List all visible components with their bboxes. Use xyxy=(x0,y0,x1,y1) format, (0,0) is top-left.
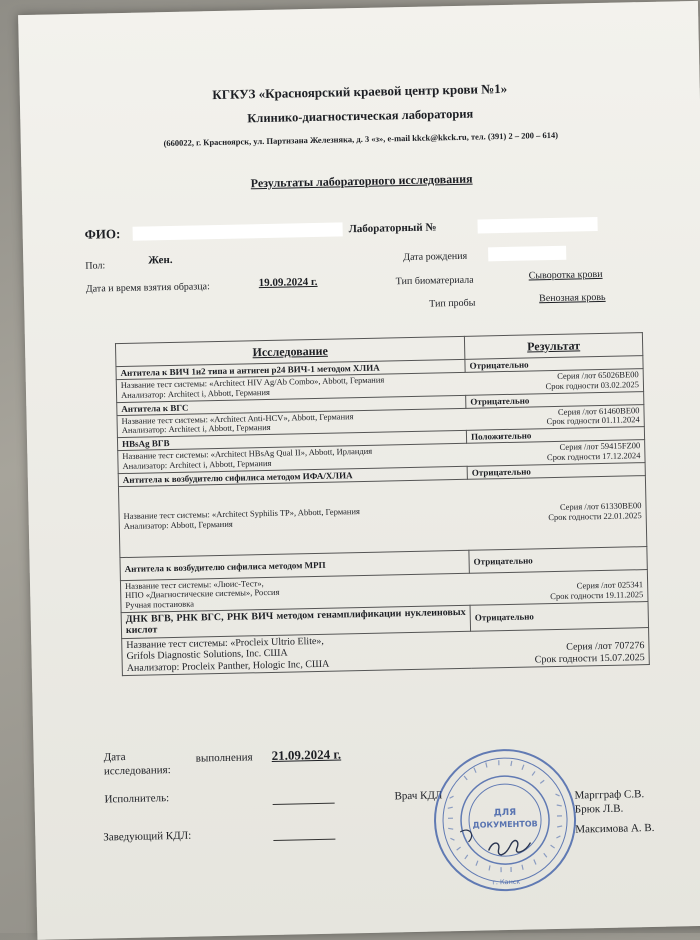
date-label: Дата xyxy=(103,751,126,764)
analyzer: Анализатор: Procleix Panther, Hologic Inc, США xyxy=(126,658,330,674)
sample-dt-label: Дата и время взятия образца: xyxy=(85,281,210,295)
doctor-label: Врач КДЛ xyxy=(394,789,443,803)
manufacturer: Grifols Diagnostic Solutions, Inc. США xyxy=(126,648,288,663)
lot: Серия /лот 707276 xyxy=(566,640,645,654)
birth-redaction xyxy=(488,246,566,262)
head-label: Заведующий КДЛ: xyxy=(103,829,192,844)
test-name: HBsAg ВГВ xyxy=(117,430,466,450)
test-result: Отрицательно xyxy=(469,546,647,573)
test-details-row xyxy=(118,475,646,557)
org-address: (660022, г. Красноярск, ул. Партизана Железняка, д. 3 «з», e-mail kkck@kkck.ru, тел. (391) 2 – 200 – 614) xyxy=(163,129,559,149)
stamp-text-center: ДОКУМЕНТОВ xyxy=(472,819,538,830)
analyzer: Анализатор: Architect i, Abbott, Германия xyxy=(122,457,272,471)
seal-stamp xyxy=(428,744,581,897)
expiry: Срок годности 17.12.2024 xyxy=(546,450,641,462)
biomaterial-value: Сыворотка крови xyxy=(528,268,603,282)
stamp-text-top: ДЛЯ xyxy=(493,807,517,819)
performer-label: Исполнитель: xyxy=(104,792,170,806)
test-result: Отрицательно xyxy=(467,462,645,479)
exec-label: выполнения xyxy=(195,751,253,765)
lot: Серия /лот 025341 xyxy=(576,579,644,591)
analyzer: Анализатор: Architect i, Abbott, Германия xyxy=(120,386,270,400)
signature-scribble xyxy=(488,840,530,855)
doc-title: Результаты лабораторного исследования xyxy=(250,171,473,191)
biomaterial-label: Тип биоматериала xyxy=(395,274,474,288)
lab-no-label: Лабораторный № xyxy=(348,221,437,236)
probe-value: Венозная кровь xyxy=(539,291,606,305)
test-name: Антитела к ВИЧ 1и2 типа и антиген р24 ВИЧ-1 методом ХЛИА xyxy=(116,359,465,379)
expiry: Срок годности 22.01.2025 xyxy=(548,509,642,522)
lot: Серия /лот 59415FZ00 xyxy=(559,440,641,452)
sex-value: Жен. xyxy=(148,253,173,267)
document-page xyxy=(18,1,700,940)
expiry: Срок годности 01.11.2024 xyxy=(546,414,640,427)
col-result-header: Результат xyxy=(464,333,642,360)
stamp-text-bottom: г. Канск xyxy=(492,877,521,887)
doctor-name: Максимова А. В. xyxy=(575,821,655,836)
test-result: Отрицательно xyxy=(466,391,644,408)
results-table xyxy=(115,332,650,676)
test-result: Отрицательно xyxy=(470,601,649,631)
sex-label: Пол: xyxy=(85,260,106,272)
exec-date: 21.09.2024 г. xyxy=(271,746,342,763)
birth-label: Дата рождения xyxy=(403,250,468,264)
analyzer: Анализатор: Architect i, Abbott, Германия xyxy=(121,422,271,436)
dept-name: Клинико-диагностическая лаборатория xyxy=(247,106,474,126)
performer-signature-line xyxy=(273,803,335,805)
analyzer: Анализатор: Abbott, Германия xyxy=(123,518,233,531)
test-system: Название тест системы: «Architect Anti-HCV», Abbott, Германия xyxy=(121,410,354,426)
sample-dt-value: 19.09.2024 г. xyxy=(258,275,318,290)
doctor-name: Брюк Л.В. xyxy=(574,802,624,816)
test-system: Название тест системы: «Architect HBsAg Qual II», Abbott, Ирландия xyxy=(122,445,373,462)
test-name: Антитела к возбудителю сифилиса методом ИФА/ХЛИА xyxy=(118,466,467,486)
fio-label: ФИО: xyxy=(84,226,121,242)
org-name: КГКУЗ «Красноярский краевой центр крови №1» xyxy=(212,80,508,103)
lot: Серия /лот 65026BE00 xyxy=(557,369,639,381)
probe-label: Тип пробы xyxy=(429,297,476,310)
manufacturer: НПО «Диагностические системы», Россия xyxy=(125,587,280,601)
analyzer: Ручная постановка xyxy=(125,598,195,611)
fio-redaction xyxy=(133,222,343,240)
lab-no-redaction xyxy=(477,217,597,234)
date-label-2: исследования: xyxy=(103,764,171,778)
test-system: Название тест системы: «Architect Syphilis TP», Abbott, Германия xyxy=(123,505,360,521)
col-test-header: Исследование xyxy=(115,336,464,366)
expiry: Срок годности 15.07.2025 xyxy=(534,652,645,666)
test-system: Название тест системы: «Procleix Ultrio Elite», xyxy=(126,635,324,651)
test-name: Антитела к возбудителю сифилиса методом МРП xyxy=(120,550,469,580)
test-system: Название тест системы: «Люис-Тест», xyxy=(124,577,264,591)
expiry: Срок годности 03.02.2025 xyxy=(545,378,640,391)
test-result: Отрицательно xyxy=(465,356,643,373)
test-details xyxy=(118,475,646,557)
expiry: Срок годности 19.11.2025 xyxy=(550,589,644,602)
test-system: Название тест системы: «Architect HIV Ag/Ab Combo», Abbott, Германия xyxy=(120,374,385,391)
test-name: ДНК ВГВ, РНК ВГС, РНК ВИЧ методом генамплификации нуклеиновых кислот xyxy=(121,605,470,638)
test-result: Положительно xyxy=(466,427,644,444)
doctor-name: Маргграф С.В. xyxy=(574,788,645,802)
lot: Серия /лот 61330BE00 xyxy=(559,500,642,512)
test-name: Антитела к ВГС xyxy=(117,395,466,415)
head-signature-line xyxy=(273,839,335,841)
lot: Серия /лот 61460BE00 xyxy=(557,404,640,417)
